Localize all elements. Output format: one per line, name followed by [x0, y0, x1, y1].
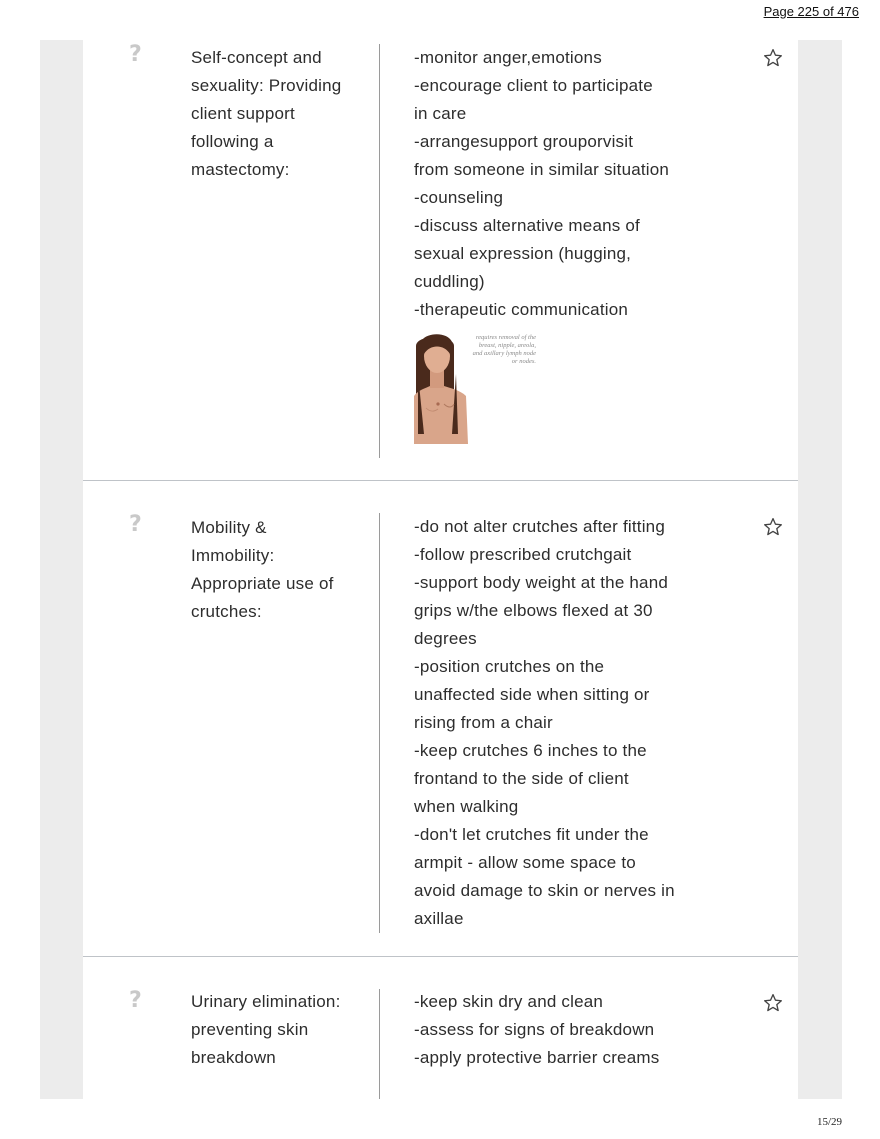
column-divider [379, 44, 380, 458]
definition-line: -apply protective barrier creams [414, 1048, 660, 1067]
definition-line: -support body weight at the hand [414, 573, 669, 592]
question-mark-icon[interactable]: ? [129, 512, 142, 537]
flashcard-definition [414, 44, 714, 324]
question-mark-icon[interactable]: ? [129, 42, 142, 67]
definition-line: -don't let crutches fit under the [414, 825, 649, 844]
star-outline-icon[interactable] [763, 993, 783, 1013]
flashcard-sheet [83, 40, 798, 1099]
page-count-footer: 15/29 [816, 1116, 842, 1128]
definition-line: -keep skin dry and clean [414, 992, 604, 1011]
definition-line: in care [414, 104, 467, 123]
flashcard-term: Urinary elimination: preventing skin breakdown [191, 992, 341, 1067]
definition-line: degrees [414, 629, 477, 648]
column-divider [379, 513, 380, 933]
definition-line: -therapeutic communication [414, 300, 629, 319]
definition-line: when walking [414, 797, 519, 816]
flashcard-definition [414, 988, 714, 1072]
page-number-header: Page 225 of 476 [763, 4, 859, 19]
definition-line: -encourage client to participate [414, 76, 653, 95]
star-outline-icon[interactable] [763, 517, 783, 537]
definition-line: rising from a chair [414, 713, 553, 732]
flashcard-3 [83, 957, 798, 1099]
star-outline-icon[interactable] [763, 48, 783, 68]
definition-line: -counseling [414, 188, 504, 207]
flashcard-term: Mobility & Immobility: Appropriate use of crutches: [191, 518, 334, 621]
column-divider [379, 989, 380, 1099]
definition-line: -discuss alternative means of [414, 216, 640, 235]
definition-line: from someone in similar situation [414, 160, 670, 179]
flashcard-definition [414, 513, 714, 933]
question-mark-icon[interactable]: ? [129, 988, 142, 1013]
definition-line: axillae [414, 909, 464, 928]
definition-line: -follow prescribed crutchgait [414, 545, 632, 564]
figure-caption: requires removal of the breast, nipple, areola, and axillary lymph node or nodes. [472, 334, 536, 365]
definition-line: armpit - allow some space to [414, 853, 636, 872]
definition-line: -arrangesupport grouporvisit [414, 132, 634, 151]
definition-line: -assess for signs of breakdown [414, 1020, 655, 1039]
definition-line: -monitor anger,emotions [414, 48, 602, 67]
definition-line: sexual expression (hugging, [414, 244, 632, 263]
flashcard-term: Self-concept and sexuality: Providing client support following a mastectomy: [191, 48, 342, 179]
definition-line: frontand to the side of client [414, 769, 629, 788]
definition-line: grips w/the elbows flexed at 30 [414, 601, 653, 620]
flashcard-2 [83, 481, 798, 956]
definition-line: avoid damage to skin or nerves in [414, 881, 675, 900]
definition-line: -position crutches on the [414, 657, 605, 676]
definition-line: -keep crutches 6 inches to the [414, 741, 647, 760]
definition-line: cuddling) [414, 272, 485, 291]
definition-line: unaffected side when sitting or [414, 685, 650, 704]
definition-line: -do not alter crutches after fitting [414, 517, 665, 536]
flashcard-1 [83, 40, 798, 480]
mastectomy-illustration [414, 334, 538, 444]
